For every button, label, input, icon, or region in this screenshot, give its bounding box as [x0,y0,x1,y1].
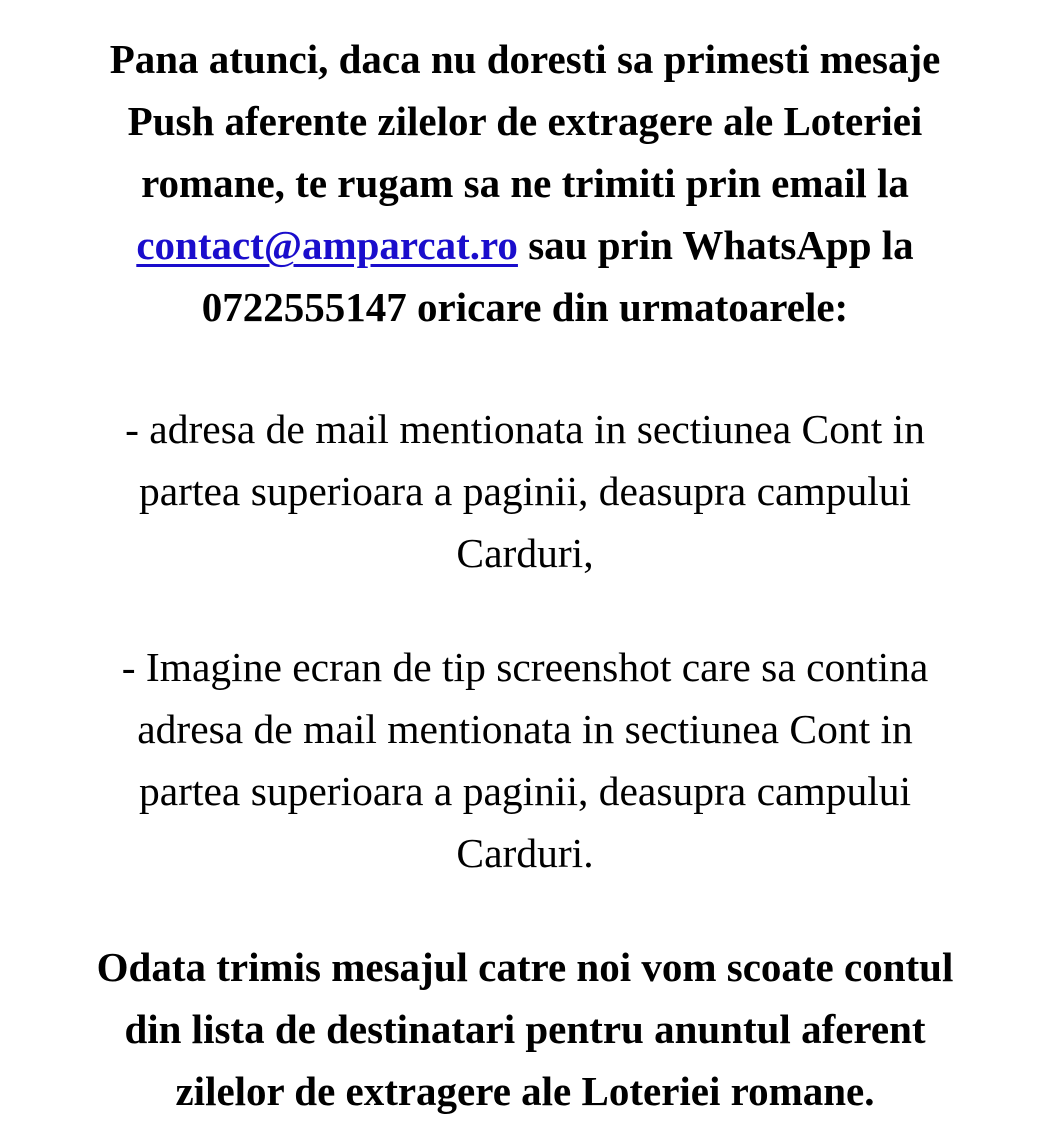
outro-paragraph [5,936,1045,1122]
option-2-line-2: adresa de mail mentionata in sectiunea Cont in [137,706,913,752]
intro-line-1: Pana atunci, daca nu doresti sa primesti mesaje [109,36,941,82]
option-1-line-1: - adresa de mail mentionata in sectiunea Cont in [125,406,925,452]
whatsapp-text: sau prin WhatsApp la [517,222,914,268]
outro-line-3: zilelor de extragere ale Loteriei romane. [175,1068,875,1114]
option-1-line-3: Carduri, [456,530,594,576]
intro-line-4 [25,214,1025,276]
outro-line-2: din lista de destinatari pentru anuntul aferent [124,1006,926,1052]
intro-line-2: Push aferente zilelor de extragere ale Loteriei [127,98,923,144]
outro-line-1: Odata trimis mesajul catre noi vom scoate contul [96,944,954,990]
option-1-line-2: partea superioara a paginii, deasupra campului [138,468,912,514]
message-content [0,28,1050,1122]
option-2-line-3: partea superioara a paginii, deasupra campului [138,768,912,814]
option-2-line-1: - Imagine ecran de tip screenshot care sa contina [121,644,929,690]
option-item-2 [45,636,1005,884]
option-item-1 [45,398,1005,584]
option-2-line-4: Carduri. [456,830,594,876]
intro-paragraph [25,28,1025,338]
intro-line-3: romane, te rugam sa ne trimiti prin email la [141,160,909,206]
intro-line-5: 0722555147 oricare din urmatoarele: [201,284,849,330]
email-link[interactable]: contact@amparcat.ro [136,222,518,268]
